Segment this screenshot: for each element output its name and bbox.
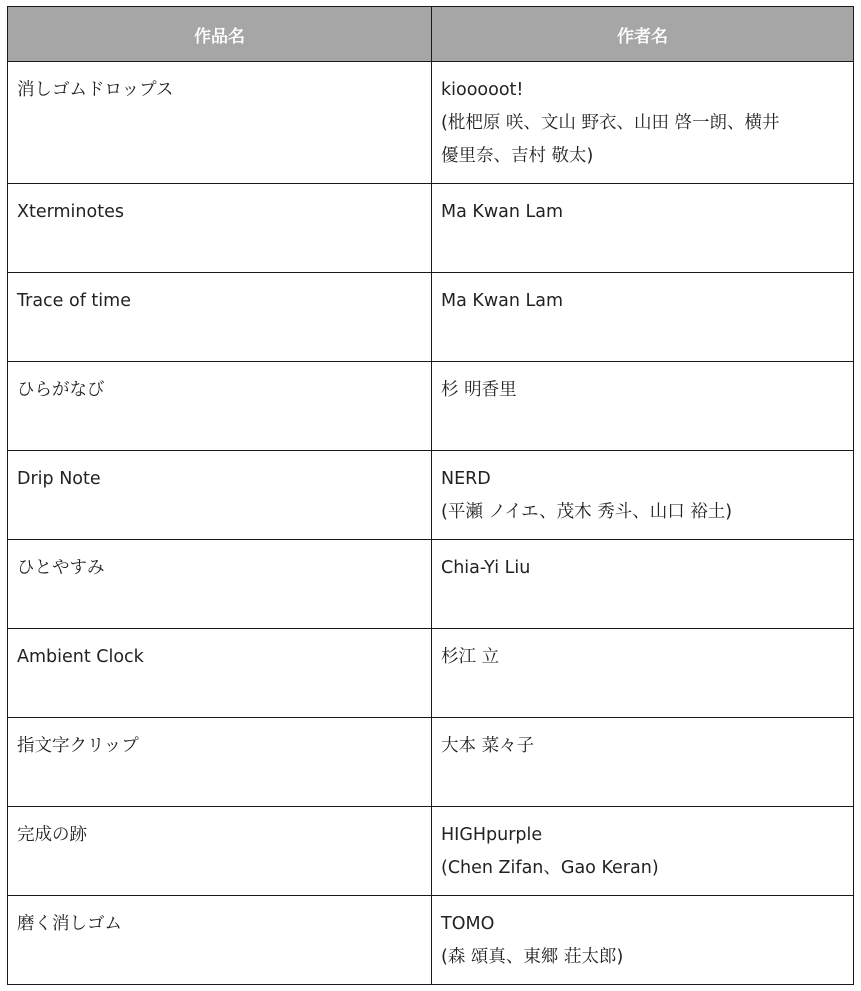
header-author: 作者名 (432, 7, 854, 62)
table-row (8, 540, 854, 629)
works-table-container (7, 6, 853, 985)
author-cell (432, 62, 854, 184)
work-title-cell: Ambient Clock (8, 629, 432, 718)
author-line: Ma Kwan Lam (441, 202, 564, 222)
work-title-cell: Xterminotes (8, 184, 432, 273)
works-table (7, 6, 854, 985)
work-title-cell: Drip Note (8, 451, 432, 540)
table-row (8, 896, 854, 985)
author-line: (Chen Zifan、Gao Keran) (441, 858, 659, 878)
author-line: (枇杷原 咲、文山 野衣、山田 啓一朗、横井 (441, 113, 780, 133)
author-line: TOMO (441, 914, 495, 934)
table-row (8, 718, 854, 807)
author-cell (432, 184, 854, 273)
author-line: 大本 菜々子 (441, 736, 535, 756)
author-line: Chia-Yi Liu (441, 558, 531, 578)
table-row (8, 62, 854, 184)
author-cell (432, 896, 854, 985)
author-line: 杉 明香里 (441, 380, 517, 400)
table-row (8, 807, 854, 896)
author-line: 杉江 立 (441, 647, 500, 667)
author-line: Ma Kwan Lam (441, 291, 564, 311)
header-title: 作品名 (8, 7, 432, 62)
work-title-cell: 完成の跡 (8, 807, 432, 896)
work-title-cell: 指文字クリップ (8, 718, 432, 807)
author-line: (森 頌真、東郷 荘太郎) (441, 947, 624, 967)
table-row (8, 451, 854, 540)
author-cell (432, 629, 854, 718)
author-cell (432, 540, 854, 629)
table-row (8, 184, 854, 273)
work-title-cell: 消しゴムドロップス (8, 62, 432, 184)
work-title-cell: ひとやすみ (8, 540, 432, 629)
author-cell (432, 807, 854, 896)
author-line: (平瀬 ノイエ、茂木 秀斗、山口 裕土) (441, 502, 733, 522)
table-row (8, 273, 854, 362)
author-cell (432, 273, 854, 362)
table-header-row (8, 7, 854, 62)
work-title-cell: Trace of time (8, 273, 432, 362)
author-cell (432, 718, 854, 807)
work-title-cell: ひらがなび (8, 362, 432, 451)
table-row (8, 629, 854, 718)
work-title-cell: 磨く消しゴム (8, 896, 432, 985)
author-cell (432, 362, 854, 451)
table-row (8, 362, 854, 451)
author-line: HIGHpurple (441, 825, 543, 845)
author-cell (432, 451, 854, 540)
author-line: kiooooot! (441, 80, 524, 100)
author-line: 優里奈、吉村 敬太) (441, 146, 594, 166)
author-line: NERD (441, 469, 491, 489)
